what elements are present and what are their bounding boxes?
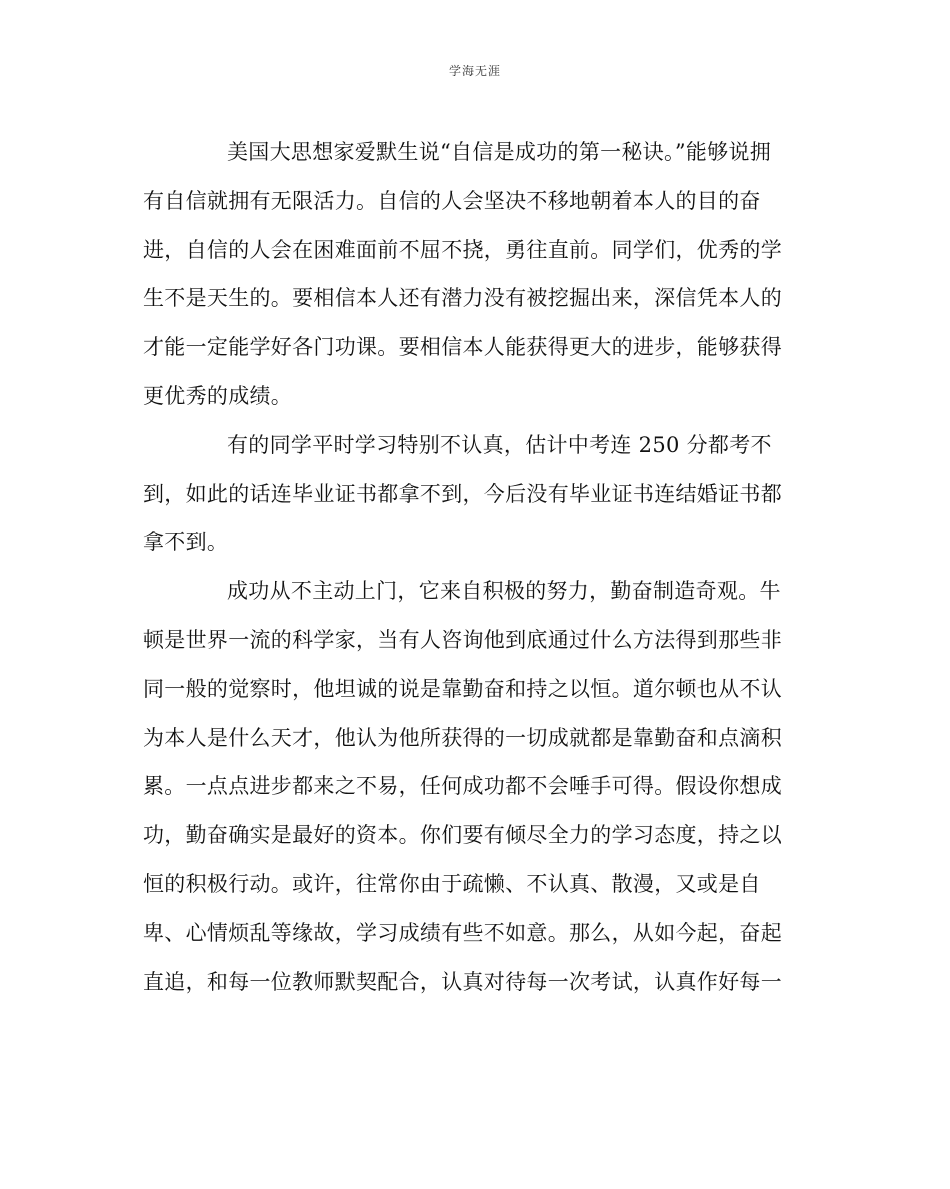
text-line: 成功从不主动上门，它来自积极的努力，勤奋制造奇观。牛 [227, 579, 781, 604]
text-line: 有自信就拥有无限活力。自信的人会坚决不移地朝着本人的目的奋 [143, 188, 761, 213]
text-line: 卑、心情烦乱等缘故，学习成绩有些不如意。那么，从如今起，奋起 [143, 920, 782, 945]
text-line: 更优秀的成绩。 [143, 383, 293, 408]
text-line: 顿是世界一流的科学家，当有人咨询他到底通过什么方法得到那些非 [143, 627, 782, 652]
paragraph-2 [143, 421, 805, 567]
text-line: 功，勤奋确实是最好的资本。你们要有倾尽全力的学习态度，持之以 [143, 823, 782, 848]
text-line: 到，如此的话连毕业证书都拿不到，今后没有毕业证书连结婚证书都 [143, 481, 782, 506]
text-line: 直追，和每一位教师默契配合，认真对待每一次考试，认真作好每一 [143, 969, 782, 994]
text-line: 才能一定能学好各门功课。要相信本人能获得更大的进步，能够获得 [143, 335, 782, 360]
text-line: 生不是天生的。要相信本人还有潜力没有被挖掘出来，深信凭本人的 [143, 286, 782, 311]
text-line: 进，自信的人会在困难面前不屈不挠，勇往直前。同学们，优秀的学 [143, 237, 782, 262]
text-line: 同一般的觉察时，他坦诚的说是靠勤奋和持之以恒。道尔顿也从不认 [143, 676, 782, 701]
text-line: 拿不到。 [143, 530, 229, 555]
text-line: 恒的积极行动。或许，往常你由于疏懒、不认真、散漫，又或是自 [143, 871, 761, 896]
paragraph-1 [143, 128, 805, 421]
text-line: 有的同学平时学习特别不认真，估计中考连 250 分都考不 [227, 432, 772, 457]
paragraph-3 [143, 567, 805, 1006]
page-header: 学海无涯 [448, 64, 501, 78]
document-body [143, 128, 805, 1006]
text-line: 美国大思想家爱默生说“自信是成功的第一秘诀。”能够说拥 [227, 140, 772, 164]
text-line: 为本人是什么天才，他认为他所获得的一切成就都是靠勤奋和点滴积 [143, 725, 782, 750]
text-line: 累。一点点进步都来之不易，任何成功都不会唾手可得。假设你想成 [143, 774, 782, 799]
